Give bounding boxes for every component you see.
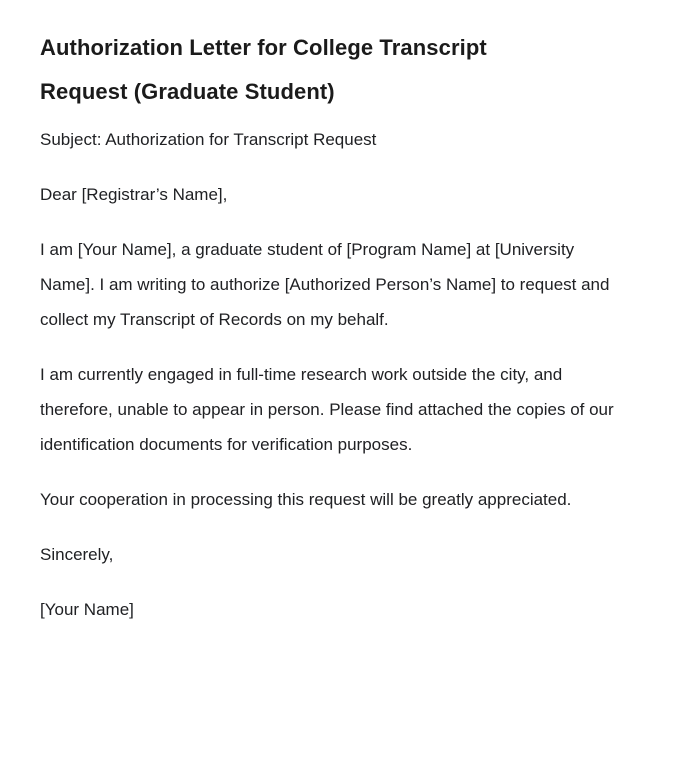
page-title: Authorization Letter for College Transcript Request (Graduate Student) bbox=[40, 35, 487, 104]
body-paragraph-3: Your cooperation in processing this request will be greatly appreciated. bbox=[40, 490, 572, 509]
body-paragraph-2: I am currently engaged in full-time research work outside the city, and therefore, unable to appear in person. Please find attached the copies of our identification documents for verification purposes. bbox=[40, 365, 614, 454]
signature: [Your Name] bbox=[40, 600, 134, 619]
body-paragraph-1: I am [Your Name], a graduate student of [Program Name] at [University Name]. I am writing to authorize [Authorized Person’s Name] to request and collect my Transcript of Records on my behalf. bbox=[40, 240, 610, 329]
subject-line: Subject: Authorization for Transcript Request bbox=[40, 130, 377, 149]
salutation: Dear [Registrar’s Name], bbox=[40, 185, 228, 204]
closing: Sincerely, bbox=[40, 545, 114, 564]
